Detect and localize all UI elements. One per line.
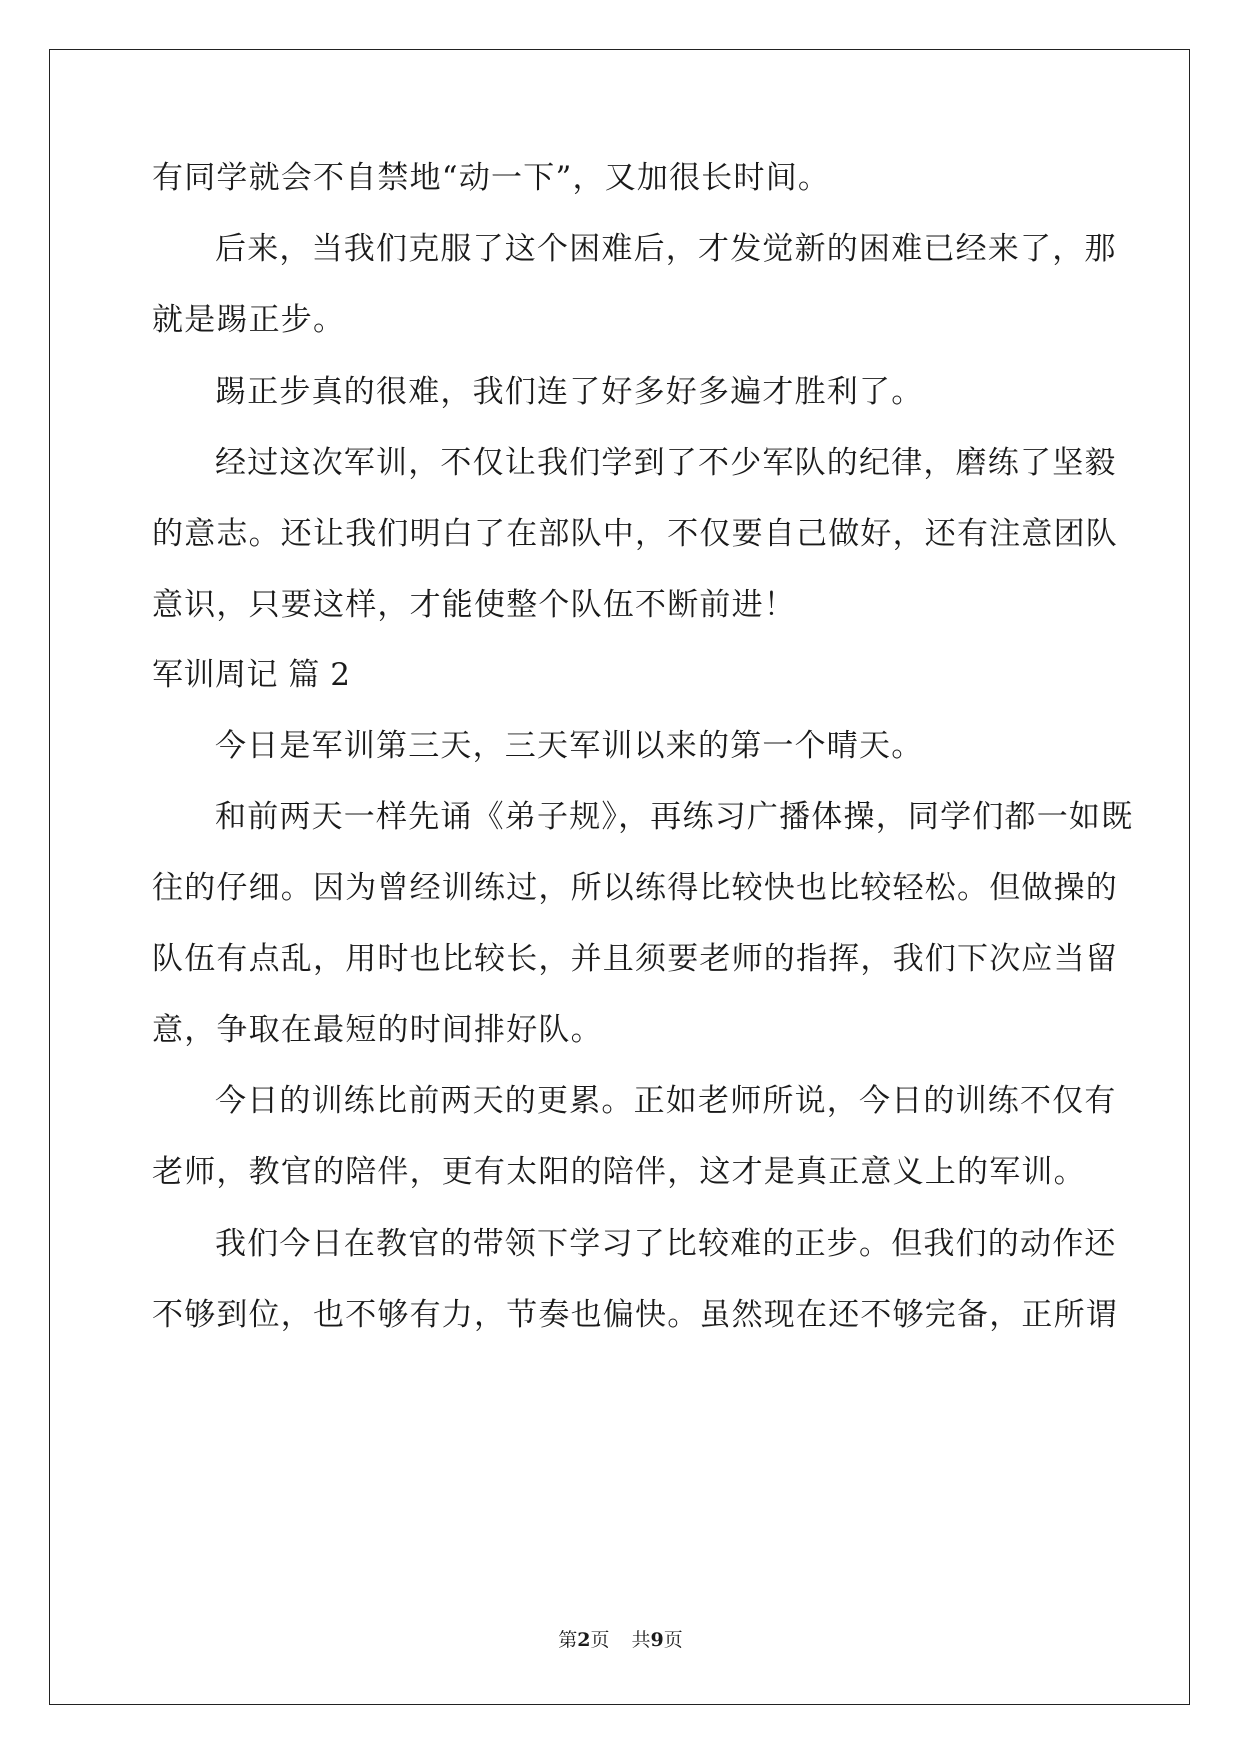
footer-total-prefix: 共 bbox=[631, 1629, 651, 1651]
paragraph-line: 队伍有点乱，用时也比较长，并且须要老师的指挥，我们下次应当留 bbox=[152, 941, 1118, 977]
footer-page-current: 2 bbox=[577, 1629, 591, 1651]
paragraph-line: 今日的训练比前两天的更累。正如老师所说，今日的训练不仅有 bbox=[215, 1083, 1117, 1119]
paragraph-line: 就是踢正步。 bbox=[152, 302, 346, 338]
page-footer bbox=[0, 1628, 1241, 1652]
section-heading: 军训周记 篇 2 bbox=[152, 657, 351, 693]
paragraph-line: 往的仔细。因为曾经训练过，所以练得比较快也比较轻松。但做操的 bbox=[152, 870, 1118, 906]
paragraph-line: 意，争取在最短的时间排好队。 bbox=[152, 1012, 603, 1048]
paragraph-line: 踢正步真的很难，我们连了好多好多遍才胜利了。 bbox=[215, 374, 924, 410]
paragraph-line: 老师，教官的陪伴，更有太阳的陪伴，这才是真正意义上的军训。 bbox=[152, 1154, 1086, 1190]
paragraph-line: 我们今日在教官的带领下学习了比较难的正步。但我们的动作还 bbox=[215, 1226, 1117, 1262]
paragraph-line: 后来，当我们克服了这个困难后，才发觉新的困难已经来了，那 bbox=[215, 231, 1117, 267]
footer-page-total: 9 bbox=[650, 1629, 664, 1651]
footer-total-suffix: 页 bbox=[663, 1629, 683, 1651]
paragraph-line: 经过这次军训，不仅让我们学到了不少军队的纪律，磨练了坚毅 bbox=[215, 445, 1117, 481]
paragraph-line: 今日是军训第三天，三天军训以来的第一个晴天。 bbox=[215, 728, 924, 764]
paragraph-line: 不够到位，也不够有力，节奏也偏快。虽然现在还不够完备，正所谓 bbox=[152, 1297, 1118, 1333]
footer-page-prefix: 第 bbox=[558, 1629, 578, 1651]
footer-page-suffix: 页 bbox=[590, 1629, 610, 1651]
paragraph-line: 有同学就会不自禁地“动一下”，又加很长时间。 bbox=[152, 160, 831, 196]
paragraph-line: 的意志。还让我们明白了在部队中，不仅要自己做好，还有注意团队 bbox=[152, 516, 1118, 552]
paragraph-line: 和前两天一样先诵《弟子规》，再练习广播体操，同学们都一如既 bbox=[215, 799, 1134, 835]
paragraph-line: 意识，只要这样，才能使整个队伍不断前进！ bbox=[152, 587, 796, 623]
